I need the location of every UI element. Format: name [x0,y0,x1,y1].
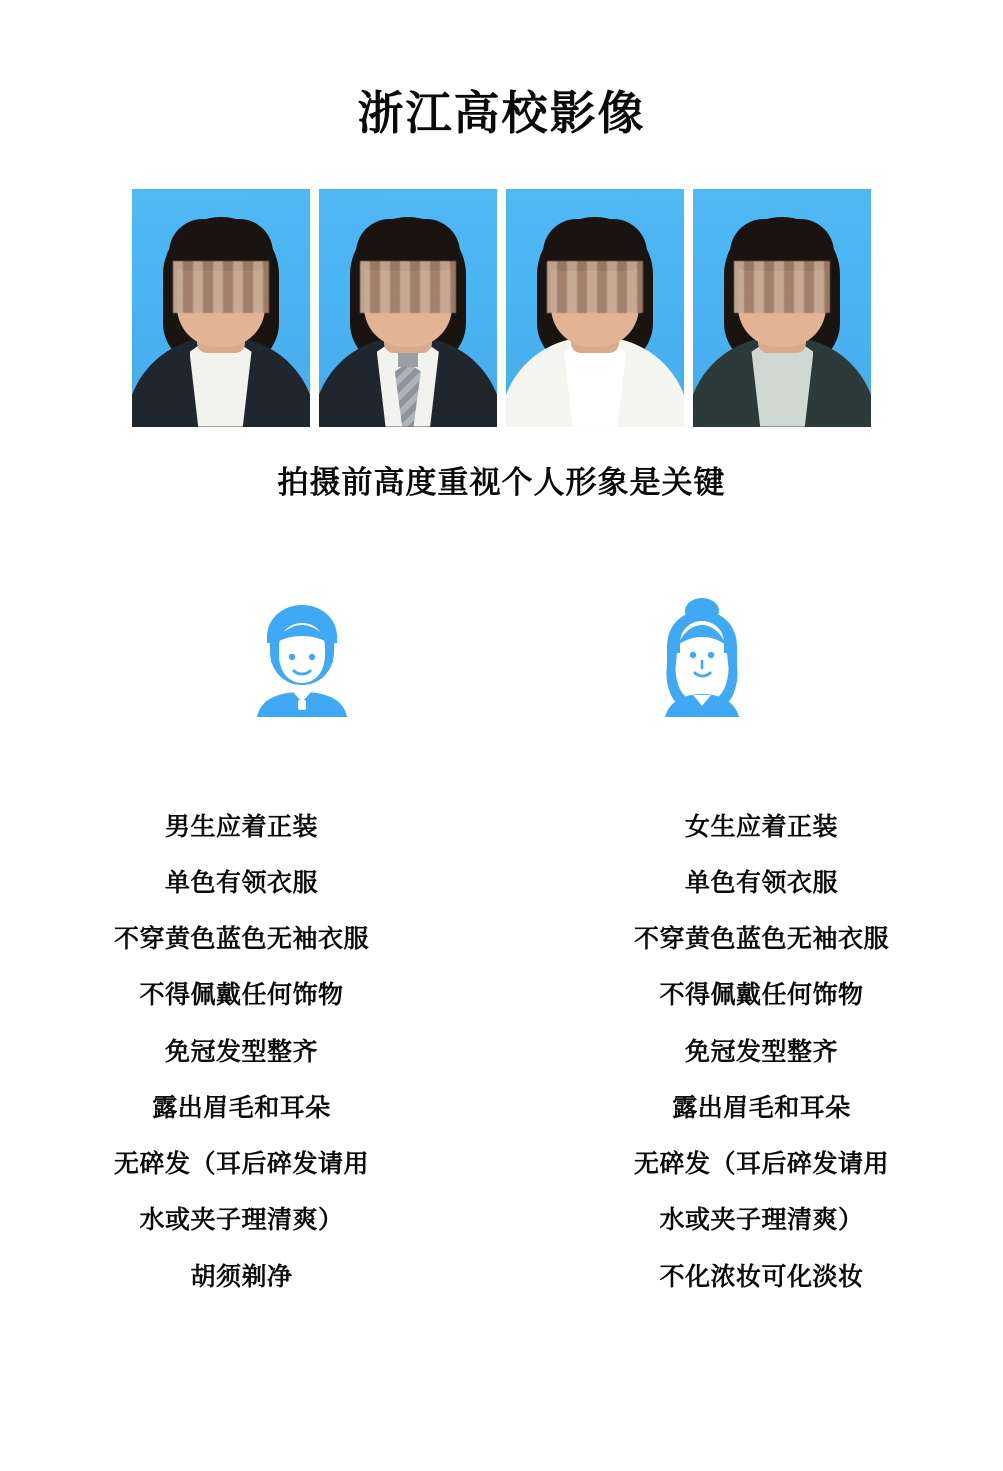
female-requirements-column [602,814,922,1290]
requirement-line: 无碎发（耳后碎发请用 [633,1150,889,1179]
requirement-line: 露出眉毛和耳朵 [152,1093,331,1122]
portrait-photo-2 [319,189,497,427]
privacy-blur [173,261,269,313]
requirement-line: 男生应着正装 [164,812,318,841]
requirement-line: 水或夹子理清爽） [139,1206,344,1235]
privacy-blur [734,261,830,313]
male-avatar-icon [222,580,382,740]
requirement-line: 不穿黄色蓝色无袖衣服 [113,925,369,954]
privacy-blur [360,261,456,313]
sample-photo-strip [132,189,872,427]
page-title: 浙江高校影像 [357,87,646,139]
requirement-line: 不化浓妆可化淡妆 [659,1262,864,1291]
requirement-line: 女生应着正装 [684,812,838,841]
requirements-columns [0,814,1003,1290]
requirement-line: 不得佩戴任何饰物 [659,981,864,1010]
portrait-photo-4 [693,189,871,427]
male-requirements-column [82,814,402,1290]
female-avatar-icon [622,580,782,740]
requirement-line: 单色有领衣服 [684,868,838,897]
page-subtitle: 拍摄前高度重视个人形象是关键 [277,464,726,500]
requirement-line: 免冠发型整齐 [684,1037,838,1066]
requirement-line: 胡须剃净 [190,1262,293,1291]
requirement-line: 不穿黄色蓝色无袖衣服 [633,925,889,954]
privacy-blur [547,261,643,313]
portrait-photo-1 [132,189,310,427]
requirement-line: 露出眉毛和耳朵 [672,1093,851,1122]
avatar-icons-row [0,580,1003,740]
portrait-photo-3 [506,189,684,427]
requirement-line: 无碎发（耳后碎发请用 [113,1150,369,1179]
requirement-line: 免冠发型整齐 [164,1037,318,1066]
requirement-line: 水或夹子理清爽） [659,1206,864,1235]
requirement-line: 单色有领衣服 [164,868,318,897]
requirement-line: 不得佩戴任何饰物 [139,981,344,1010]
